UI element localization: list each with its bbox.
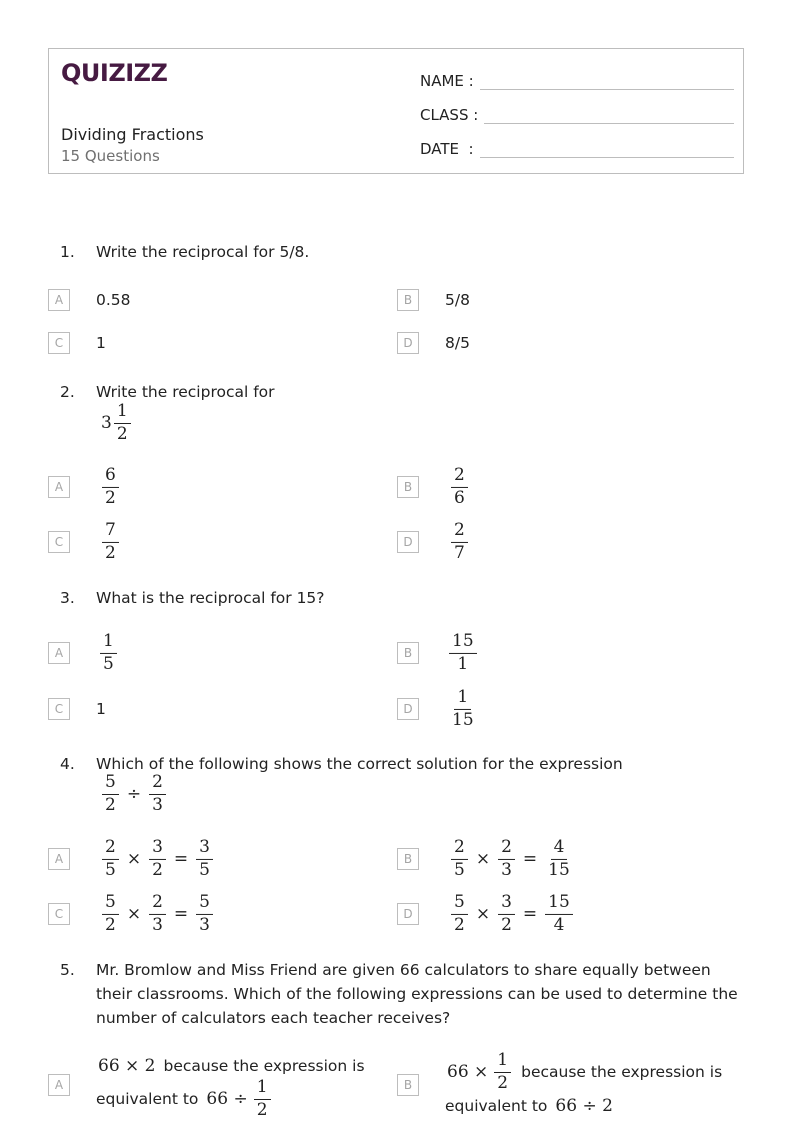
option-expression [449, 838, 575, 880]
question-number: 1. [60, 243, 75, 261]
denominator: 4 [553, 914, 565, 935]
q3-option-b[interactable] [397, 630, 727, 674]
numerator: 2 [102, 838, 119, 860]
numerator: 5 [102, 773, 119, 795]
option-fraction [449, 466, 470, 508]
numerator: 1 [494, 1051, 511, 1073]
option-expression [100, 893, 215, 935]
question-number: 4. [60, 755, 75, 773]
option-letter: B [397, 1074, 419, 1096]
denominator: 5 [105, 859, 116, 880]
denominator: 5 [454, 859, 465, 880]
q4-option-c[interactable] [48, 891, 378, 935]
q2-option-c[interactable] [48, 519, 378, 563]
option-text: because the expression is [163, 1057, 365, 1075]
numerator: 5 [196, 893, 213, 915]
worksheet-title: Dividing Fractions [61, 125, 204, 144]
class-label: CLASS : [420, 106, 479, 124]
option-letter: A [48, 476, 70, 498]
date-line[interactable] [480, 137, 734, 158]
q4-option-d[interactable] [397, 891, 727, 935]
q3-option-a[interactable] [48, 630, 378, 674]
denominator: 2 [454, 914, 465, 935]
numerator: 2 [149, 773, 166, 795]
option-fraction [100, 521, 121, 563]
option-text: equivalent to [445, 1097, 548, 1115]
q3-option-d[interactable] [397, 686, 727, 730]
option-letter: A [48, 642, 70, 664]
class-field[interactable] [420, 100, 734, 124]
option-text: 1 [96, 700, 106, 718]
option-letter: A [48, 1074, 70, 1096]
q5-option-a[interactable] [48, 1050, 388, 1120]
option-content [96, 1052, 386, 1118]
numerator: 15 [449, 632, 477, 654]
option-letter: B [397, 848, 419, 870]
equals-sign: = [173, 904, 189, 924]
q1-option-a[interactable] [48, 280, 378, 320]
option-expression: 66 × [447, 1062, 489, 1082]
numerator: 2 [451, 838, 468, 860]
denominator: 3 [152, 914, 163, 935]
denominator: 5 [103, 653, 114, 674]
equals-sign: = [522, 849, 538, 869]
equals-sign: = [173, 849, 189, 869]
date-field[interactable] [420, 134, 734, 158]
numerator: 3 [149, 838, 166, 860]
name-line[interactable] [480, 69, 734, 90]
q1-option-b[interactable] [397, 280, 727, 320]
mixed-fraction [114, 402, 131, 444]
numerator: 1 [254, 1078, 271, 1100]
option-letter: B [397, 642, 419, 664]
question-text: Write the reciprocal for [96, 383, 275, 401]
option-text: 1 [96, 334, 106, 352]
numerator: 1 [114, 402, 131, 424]
numerator: 3 [196, 838, 213, 860]
numerator: 2 [451, 521, 468, 543]
numerator: 3 [498, 893, 515, 915]
q4-option-a[interactable] [48, 836, 378, 880]
option-letter: B [397, 476, 419, 498]
numerator: 7 [102, 521, 119, 543]
denominator: 7 [454, 542, 465, 563]
denominator: 3 [152, 794, 163, 815]
numerator: 1 [454, 688, 471, 710]
q2-mixed-number [101, 402, 133, 444]
q1-option-c[interactable] [48, 323, 378, 363]
option-text: equivalent to [96, 1090, 199, 1108]
denominator: 2 [256, 1099, 268, 1120]
q2-option-a[interactable] [48, 464, 378, 508]
denominator: 5 [199, 859, 210, 880]
question-number: 3. [60, 589, 75, 607]
option-letter: D [397, 531, 419, 553]
date-label: DATE : [420, 140, 474, 158]
option-expression: 66 × 2 [98, 1056, 156, 1076]
q4-option-b[interactable] [397, 836, 727, 880]
times-sign: × [126, 904, 142, 924]
q2-option-b[interactable] [397, 464, 727, 508]
option-letter: D [397, 332, 419, 354]
worksheet-header [48, 48, 744, 174]
option-letter: B [397, 289, 419, 311]
option-letter: A [48, 848, 70, 870]
question-number: 2. [60, 383, 75, 401]
option-text: because the expression is [521, 1063, 723, 1081]
option-text: 8/5 [445, 334, 470, 352]
option-text: 0.58 [96, 291, 131, 309]
name-field[interactable] [420, 66, 734, 90]
q4-expression [100, 773, 168, 815]
denominator: 15 [548, 859, 570, 880]
denominator: 6 [454, 487, 465, 508]
denominator: 1 [457, 653, 469, 674]
q3-option-c[interactable] [48, 689, 378, 729]
q2-option-d[interactable] [397, 519, 727, 563]
name-label: NAME : [420, 72, 474, 90]
option-content [445, 1050, 735, 1118]
q5-option-b[interactable] [397, 1050, 737, 1120]
denominator: 15 [452, 709, 474, 730]
denominator: 2 [497, 1072, 509, 1093]
denominator: 2 [105, 794, 116, 815]
denominator: 2 [152, 859, 163, 880]
option-expression [449, 893, 575, 935]
denominator: 2 [105, 542, 116, 563]
question-count: 15 Questions [61, 147, 160, 165]
numerator: 5 [102, 893, 119, 915]
q1-option-d[interactable] [397, 323, 727, 363]
numerator: 2 [149, 893, 166, 915]
option-fraction [447, 688, 479, 730]
numerator: 6 [102, 466, 119, 488]
question-number: 5. [60, 961, 75, 979]
question-text: Which of the following shows the correct solution for the expression [96, 755, 623, 773]
denominator: 2 [501, 914, 512, 935]
denominator: 2 [116, 423, 128, 444]
quizizz-logo: QUIZIZZ [61, 59, 168, 87]
class-line[interactable] [484, 103, 734, 124]
question-text: Write the reciprocal for 5/8. [96, 243, 310, 261]
numerator: 2 [451, 466, 468, 488]
option-letter: D [397, 698, 419, 720]
numerator: 15 [545, 893, 573, 915]
times-sign: × [126, 849, 142, 869]
option-fraction [98, 632, 119, 674]
denominator: 3 [501, 859, 512, 880]
option-letter: C [48, 698, 70, 720]
times-sign: × [475, 904, 491, 924]
denominator: 2 [105, 914, 116, 935]
option-fraction [449, 521, 470, 563]
option-expression [100, 838, 215, 880]
option-letter: A [48, 289, 70, 311]
option-text: 5/8 [445, 291, 470, 309]
denominator: 3 [199, 914, 210, 935]
option-fraction [447, 632, 479, 674]
option-expression: 66 ÷ [206, 1089, 248, 1109]
equals-sign: = [522, 904, 538, 924]
numerator: 2 [498, 838, 515, 860]
numerator: 5 [451, 893, 468, 915]
times-sign: × [475, 849, 491, 869]
divide-sign: ÷ [126, 784, 142, 805]
mixed-whole: 3 [101, 413, 112, 434]
option-letter: D [397, 903, 419, 925]
option-letter: C [48, 531, 70, 553]
question-text: What is the reciprocal for 15? [96, 589, 325, 607]
option-letter: C [48, 903, 70, 925]
denominator: 2 [105, 487, 116, 508]
question-text: Mr. Bromlow and Miss Friend are given 66 calculators to share equally between their classrooms. Which of the following expressions can be used to determine the number of calculators each teacher receives? [96, 961, 738, 1027]
option-fraction [100, 466, 121, 508]
numerator: 4 [551, 838, 568, 860]
numerator: 1 [100, 632, 117, 654]
option-letter: C [48, 332, 70, 354]
option-expression: 66 ÷ 2 [555, 1096, 613, 1116]
